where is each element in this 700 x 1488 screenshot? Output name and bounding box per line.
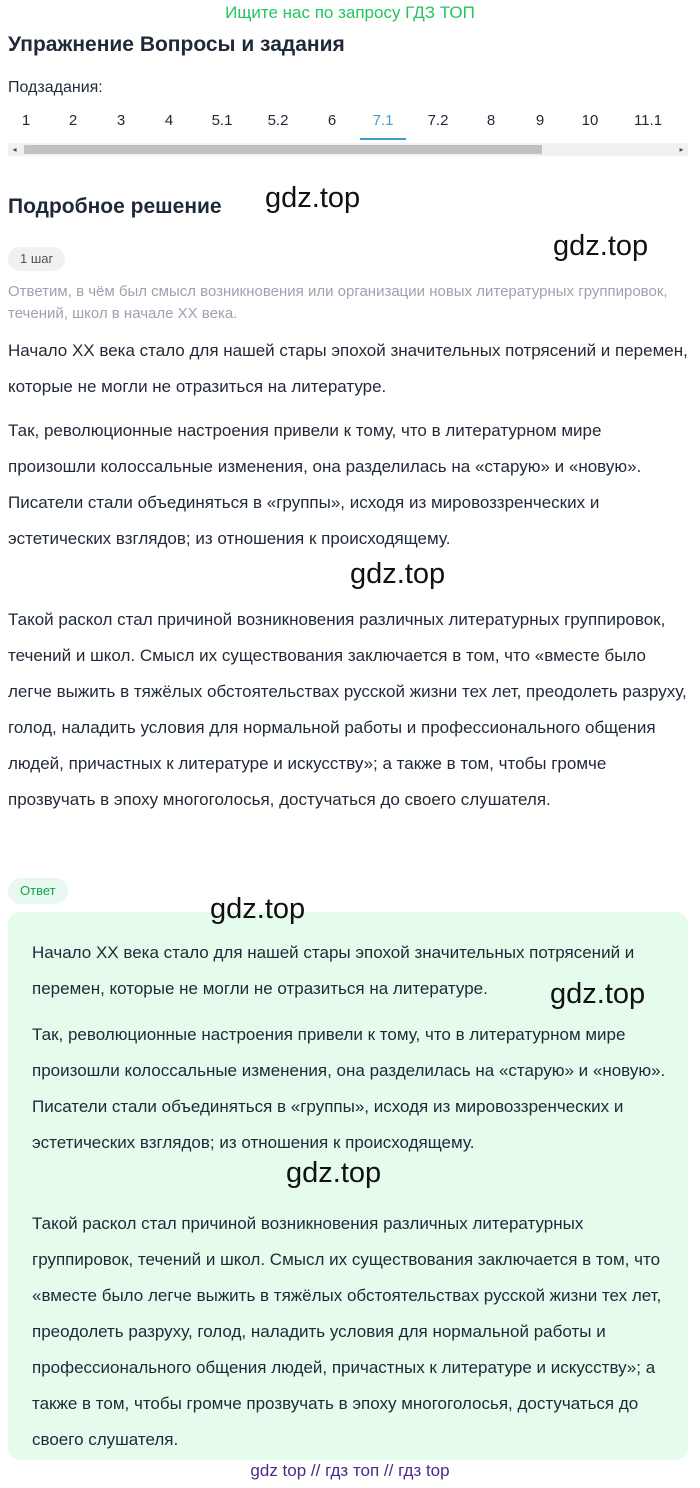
answer-paragraph: Такой раскол стал причиной возникновения различных литературных группировок, течений и школ. Смысл их существования заключается в том, что «вместе было легче выжить в тяжёлых обстоятельствах русской жизни тех лет, преодолеть разруху, голод, наладить условия для нормальной работы и профессионального общения людей, причастных к литературе и искусству»; а также в том, чтобы громче прозвучать в эпоху многоголосья, достучаться до своего слушателя. <box>32 1214 662 1449</box>
scrollbar-thumb[interactable] <box>24 145 542 154</box>
subtask-tabs <box>8 108 688 142</box>
tab-2[interactable]: 2 <box>68 112 78 129</box>
watermark: gdz.top <box>286 1157 382 1189</box>
tab-7-1[interactable]: 7.1 <box>360 108 406 140</box>
answer-paragraph: Так, революционные настроения привели к тому, что в литературном мире произошли колоссальные изменения, она разделилась на «старую» и «новую». Писатели стали объединяться в «группы», исходя из мировоззренческих и эстетических взглядов; из отношения к происходящему. <box>32 1025 666 1152</box>
top-banner[interactable]: Ищите нас по запросу ГДЗ ТОП <box>225 3 475 22</box>
exercise-title: Упражнение Вопросы и задания <box>8 33 345 56</box>
tab-10[interactable]: 10 <box>581 112 599 129</box>
tabs-scrollbar[interactable] <box>8 143 688 156</box>
step-badge: 1 шаг <box>8 247 65 271</box>
tab-8[interactable]: 8 <box>486 112 496 129</box>
step-description: Ответим, в чём был смысл возникновения или организации новых литературных группировок, течений, школ в начале XX века. <box>8 283 668 322</box>
tab-6[interactable]: 6 <box>327 112 337 129</box>
answer-badge: Ответ <box>8 878 68 904</box>
scroll-left-icon[interactable]: ◂ <box>12 145 17 154</box>
tab-4[interactable]: 4 <box>164 112 174 129</box>
answer-paragraph: Начало XX века стало для нашей стары эпохой значительных потрясений и перемен, которые не могли не отразиться на литературе. <box>32 943 635 998</box>
tab-5-2[interactable]: 5.2 <box>267 112 289 129</box>
solution-paragraph: Начало XX века стало для нашей стары эпохой значительных потрясений и перемен, которые не могли не отразиться на литературе. <box>8 341 688 396</box>
solution-paragraph: Так, революционные настроения привели к тому, что в литературном мире произошли колоссальные изменения, она разделилась на «старую» и «новую». Писатели стали объединяться в «группы», исходя из мировоззренческих и эстетических взглядов; из отношения к происходящему. <box>8 421 642 548</box>
tab-1[interactable]: 1 <box>21 112 31 129</box>
subtasks-label: Подзадания: <box>8 79 103 96</box>
watermark: gdz.top <box>265 182 361 214</box>
tab-7-2[interactable]: 7.2 <box>427 112 449 129</box>
solution-paragraph: Такой раскол стал причиной возникновения различных литературных группировок, течений и школ. Смысл их существования заключается в том, что «вместе было легче выжить в тяжёлых обстоятельствах русской жизни тех лет, преодолеть разруху, голод, наладить условия для нормальной работы и профессионального общения людей, причастных к литературе и искусству»; а также в том, чтобы громче прозвучать в эпоху многоголосья, достучаться до своего слушателя. <box>8 610 687 809</box>
tab-11-1[interactable]: 11.1 <box>633 112 663 129</box>
footer-links[interactable]: gdz top // гдз топ // гдз top <box>250 1461 450 1480</box>
tab-3[interactable]: 3 <box>116 112 126 129</box>
tab-5-1[interactable]: 5.1 <box>211 112 233 129</box>
watermark: gdz.top <box>350 558 446 590</box>
watermark: gdz.top <box>550 978 646 1010</box>
tab-9[interactable]: 9 <box>535 112 545 129</box>
scroll-right-icon[interactable]: ▸ <box>679 145 684 154</box>
solution-title: Подробное решение <box>8 195 222 218</box>
watermark: gdz.top <box>553 230 649 262</box>
watermark: gdz.top <box>210 893 306 925</box>
